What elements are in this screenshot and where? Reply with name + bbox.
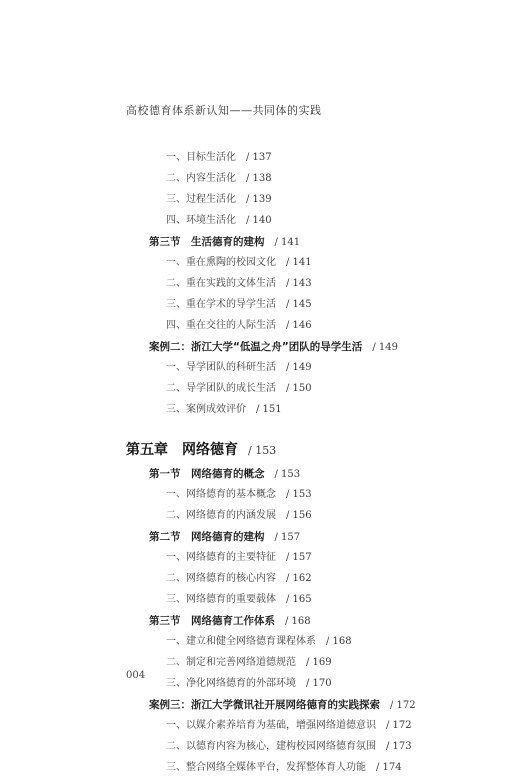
toc-sub-entry [166,190,272,210]
toc-section-entry [149,337,398,357]
toc-entry-title: 案例二：浙江大学“低温之舟”团队的导学生活 [149,341,363,353]
toc-sub-entry [166,316,312,336]
toc-sub-entry [166,148,272,168]
toc-sub-entry [166,590,312,610]
toc-entry-page: / 141 [286,257,312,268]
toc-entry-page: / 139 [246,194,272,205]
toc-entry-title: 三、案例成效评价 [166,404,246,415]
toc-entry-page: / 153 [286,489,312,500]
toc-entry-title: 三、过程生活化 [166,194,236,205]
toc-entry-page: / 145 [286,299,312,310]
toc-entry-title: 四、环境生活化 [166,215,236,226]
toc-entry-page: / 172 [386,720,412,731]
toc-entry-page: / 137 [246,152,272,163]
toc-sub-entry [166,169,272,189]
toc-sub-entry [166,569,312,589]
toc-entry-page: / 138 [246,173,272,184]
toc-entry-page: / 153 [248,444,277,457]
toc-entry-title: 二、网络德育的核心内容 [166,573,276,584]
toc-entry-page: / 157 [286,552,312,563]
toc-entry-title: 第三节 网络德育工作体系 [149,615,275,627]
toc-sub-entry [166,716,412,736]
toc-sub-entry [166,674,332,694]
toc-sub-entry [166,295,312,315]
toc-sub-entry [166,358,312,378]
toc-entry-page: / 169 [306,657,332,668]
toc-entry-title: 第二节 网络德育的建构 [149,531,265,543]
toc-entry-title: 一、重在熏陶的校园文化 [166,257,276,268]
toc-entry-title: 一、导学团队的科研生活 [166,362,276,373]
toc-entry-title: 三、重在学术的导学生活 [166,299,276,310]
toc-entry-page: / 149 [372,342,398,353]
toc-entry-title: 三、净化网络德育的外部环境 [166,678,296,689]
toc-entry-title: 案例三：浙江大学微讯社开展网络德育的实践探索 [149,699,380,711]
toc-entry-title: 三、网络德育的重要载体 [166,594,276,605]
toc-sub-entry [166,632,352,652]
toc-entry-page: / 170 [306,678,332,689]
toc-entry-title: 三、整合网络全媒体平台，发挥整体育人功能 [166,762,366,773]
toc-entry-page: / 172 [390,700,416,711]
toc-section-entry [149,695,416,715]
toc-entry-page: / 140 [246,215,272,226]
toc-entry-title: 第一节 网络德育的概念 [149,468,265,480]
toc-sub-entry [166,211,272,231]
toc-entry-page: / 149 [286,362,312,373]
toc-sub-entry [166,253,312,273]
toc-entry-page: / 165 [286,594,312,605]
toc-sub-entry [166,737,412,757]
toc-entry-page: / 153 [274,469,301,480]
toc-entry-page: / 143 [286,278,312,289]
toc-entry-page: / 173 [386,741,412,752]
toc-entry-title: 一、目标生活化 [166,152,236,163]
toc-sub-entry [166,485,312,505]
toc-entry-page: / 157 [274,532,301,543]
toc-entry-title: 二、网络德育的内涵发展 [166,510,276,521]
toc-entry-page: / 168 [285,616,311,627]
toc-section-entry [149,527,300,547]
toc-entry-title: 第五章 网络德育 [126,442,238,458]
toc-entry-title: 四、重在交往的人际生活 [166,320,276,331]
toc-entry-title: 第三节 生活德育的建构 [149,236,265,248]
toc-entry-title: 一、建立和健全网络德育课程体系 [166,636,316,647]
toc-section-entry [149,611,311,631]
toc-entry-page: / 174 [376,762,402,773]
toc-entry-title: 二、内容生活化 [166,173,236,184]
toc-entry-title: 二、以德育内容为核心，建构校园网络德育氛围 [166,741,376,752]
toc-sub-entry [166,400,282,420]
toc-entry-title: 一、网络德育的基本概念 [166,489,276,500]
toc-entry-title: 二、导学团队的成长生活 [166,383,276,394]
toc-sub-entry [166,758,402,778]
toc-sub-entry [166,548,312,568]
toc-section-entry [149,464,300,484]
toc-entry-page: / 156 [286,510,312,521]
running-header: 高校德育体系新认知——共同体的实践 [126,104,322,117]
toc-entry-page: / 150 [286,383,312,394]
toc-chapter-entry [126,438,276,462]
toc-entry-title: 二、制定和完善网络道德规范 [166,657,296,668]
toc-section-entry [149,232,300,252]
page-number: 004 [126,670,146,681]
toc-entry-page: / 162 [286,573,312,584]
toc-sub-entry [166,653,332,673]
toc-entry-page: / 151 [256,404,282,415]
toc-sub-entry [166,379,312,399]
toc-sub-entry [166,506,312,526]
toc-entry-page: / 168 [326,636,352,647]
toc-entry-title: 二、重在实践的文体生活 [166,278,276,289]
toc-entry-page: / 141 [274,237,301,248]
toc-entry-page: / 146 [286,320,312,331]
toc-entry-title: 一、以媒介素养培育为基础，增强网络道德意识 [166,720,376,731]
toc-sub-entry [166,274,312,294]
toc-entry-title: 一、网络德育的主要特征 [166,552,276,563]
